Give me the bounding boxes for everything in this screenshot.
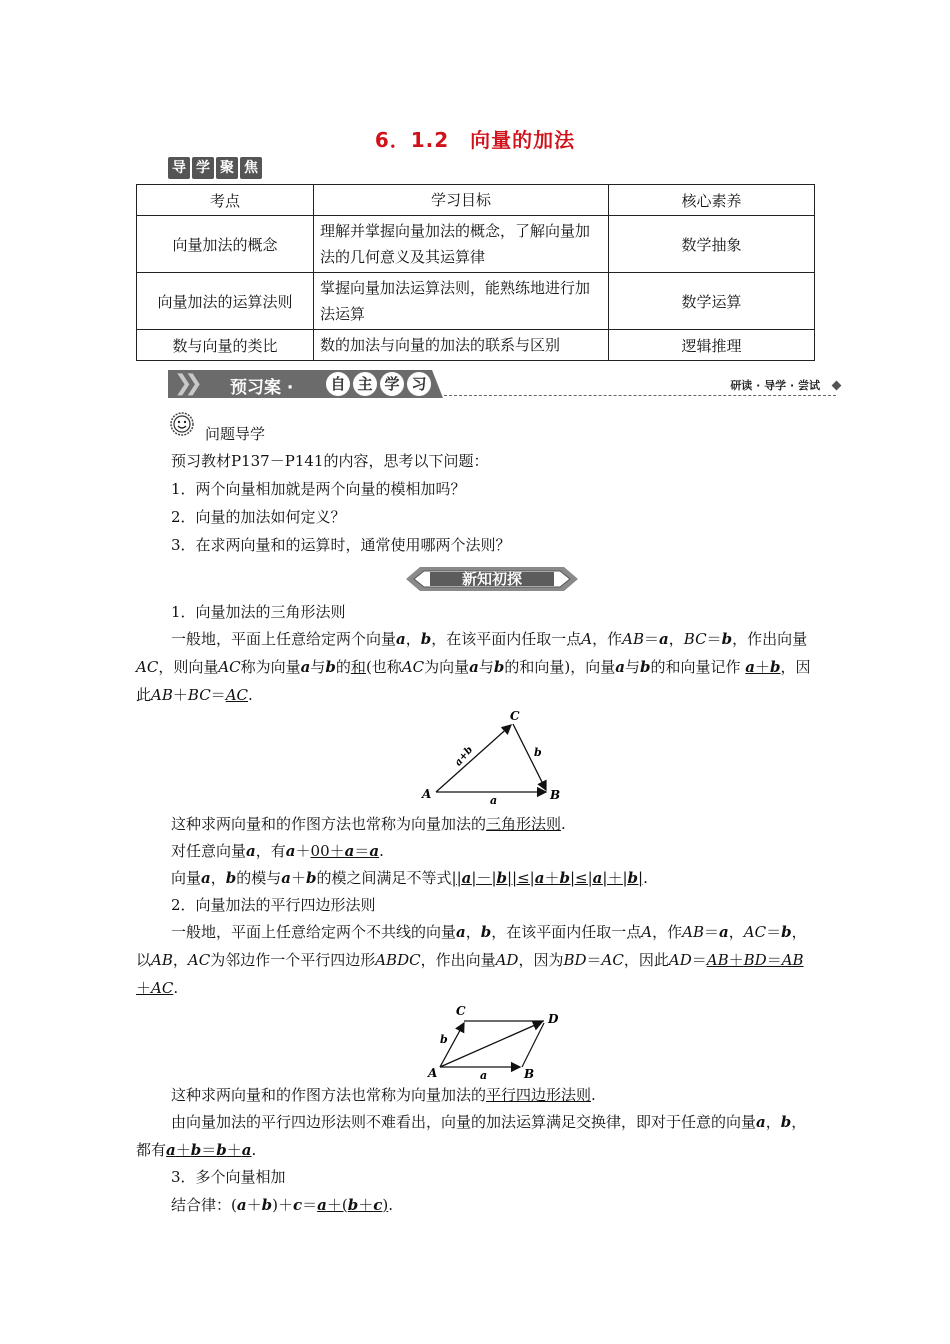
banner-right-text: 研读 · 导学 · 尝试 <box>730 379 820 392</box>
table-cell: 数学运算 <box>609 273 815 330</box>
vector-label: a <box>480 1069 488 1082</box>
tag-char: 学 <box>192 157 214 179</box>
paragraph: 结合律：(a＋b)＋c＝a＋(b＋c). <box>171 1196 394 1214</box>
pill-char: 学 <box>380 372 404 396</box>
table-cell: 数与向量的类比 <box>137 330 314 361</box>
table-cell: 向量加法的概念 <box>137 216 314 273</box>
point-label: B <box>550 788 561 802</box>
paragraph: 由向量加法的平行四边形法则不难看出，向量的加法运算满足交换律，即对于任意的向量a，b，都有a＋b＝b＋a. <box>136 1113 807 1159</box>
vector-label: a <box>490 794 498 806</box>
banner-pills <box>326 372 431 396</box>
preview-banner <box>168 370 840 398</box>
table-cell: 掌握向量加法运算法则，能熟练地进行加法运算 <box>314 273 609 330</box>
table-row <box>137 273 815 330</box>
banner-divider <box>444 395 836 396</box>
section-heading: 3．多个向量相加 <box>171 1168 286 1186</box>
diamond-icon <box>832 381 842 391</box>
question-item: 1．两个向量相加就是两个向量的模相加吗？ <box>171 480 466 498</box>
triangle-figure <box>420 706 570 806</box>
header-cell: 学习目标 <box>314 185 609 216</box>
banner-text: 新知初探 <box>461 570 523 588</box>
section-tag <box>168 157 262 179</box>
tag-char: 焦 <box>240 157 262 179</box>
table-cell: 数学抽象 <box>609 216 815 273</box>
point-label: C <box>456 1004 466 1018</box>
section-heading: 1．向量加法的三角形法则 <box>171 603 346 621</box>
table-cell: 理解并掌握向量加法的概念，了解向量加法的几何意义及其运算律 <box>314 216 609 273</box>
point-label: C <box>510 709 520 723</box>
vector-label: a+b <box>452 744 476 769</box>
goals-table <box>136 184 815 361</box>
point-label: D <box>548 1012 559 1026</box>
section-heading: 2．向量加法的平行四边形法则 <box>171 896 376 914</box>
double-chevron-icon: ❯❯ <box>174 371 195 396</box>
paragraph: 这种求两向量和的作图方法也常称为向量加法的平行四边形法则. <box>171 1086 596 1104</box>
new-knowledge-banner <box>406 565 578 593</box>
table-row <box>137 216 815 273</box>
paragraph: 这种求两向量和的作图方法也常称为向量加法的三角形法则. <box>171 815 566 833</box>
point-label: A <box>428 1066 438 1080</box>
question-intro: 预习教材P137－P141的内容，思考以下问题： <box>171 452 489 470</box>
paragraph: 一般地，平面上任意给定两个向量a，b，在该平面内任取一点A，作AB＝a，BC＝b，作出向量AC，则向量AC称为向量a与b的和(也称AC为向量a与b的和向量)，向量a与b的和向量记作 a＋b，因此AB＋BC＝AC. <box>136 630 811 704</box>
question-heading: 问题导学 <box>205 425 266 443</box>
question-item: 2．向量的加法如何定义？ <box>171 508 346 526</box>
vector-label: b <box>440 1033 448 1046</box>
tag-char: 导 <box>168 157 190 179</box>
smiley-icon <box>170 412 194 436</box>
banner-label: 预习案 · <box>230 378 294 398</box>
table-cell: 数的加法与向量的加法的联系与区别 <box>314 330 609 361</box>
paragraph: 一般地，平面上任意给定两个不共线的向量a，b，在该平面内任取一点A，作AB＝a，AC＝b，以AB，AC为邻边作一个平行四边形ABDC，作出向量AD，因为BD＝AC，因此AD＝AB＋BD＝AB＋AC. <box>136 923 807 997</box>
question-item: 3．在求两向量和的运算时，通常使用哪两个法则？ <box>171 536 511 554</box>
paragraph: 向量a，b的模与a＋b的模之间满足不等式||a|－|b||≤|a＋b|≤|a|＋|b|. <box>171 869 648 887</box>
pill-char: 习 <box>407 372 431 396</box>
point-label: A <box>422 787 432 801</box>
tag-char: 聚 <box>216 157 238 179</box>
paragraph: 对任意向量a，有a＋00＋a＝a. <box>171 842 384 860</box>
header-cell: 核心素养 <box>609 185 815 216</box>
page-title: 6．1.2 向量的加法 <box>374 128 576 152</box>
table-row <box>137 330 815 361</box>
pill-char: 主 <box>353 372 377 396</box>
parallelogram-figure <box>418 1003 568 1083</box>
header-cell: 考点 <box>137 185 314 216</box>
table-header-row <box>137 185 815 216</box>
table-cell: 逻辑推理 <box>609 330 815 361</box>
point-label: B <box>524 1067 535 1081</box>
table-cell: 向量加法的运算法则 <box>137 273 314 330</box>
vector-label: b <box>534 746 542 759</box>
pill-char: 自 <box>326 372 350 396</box>
